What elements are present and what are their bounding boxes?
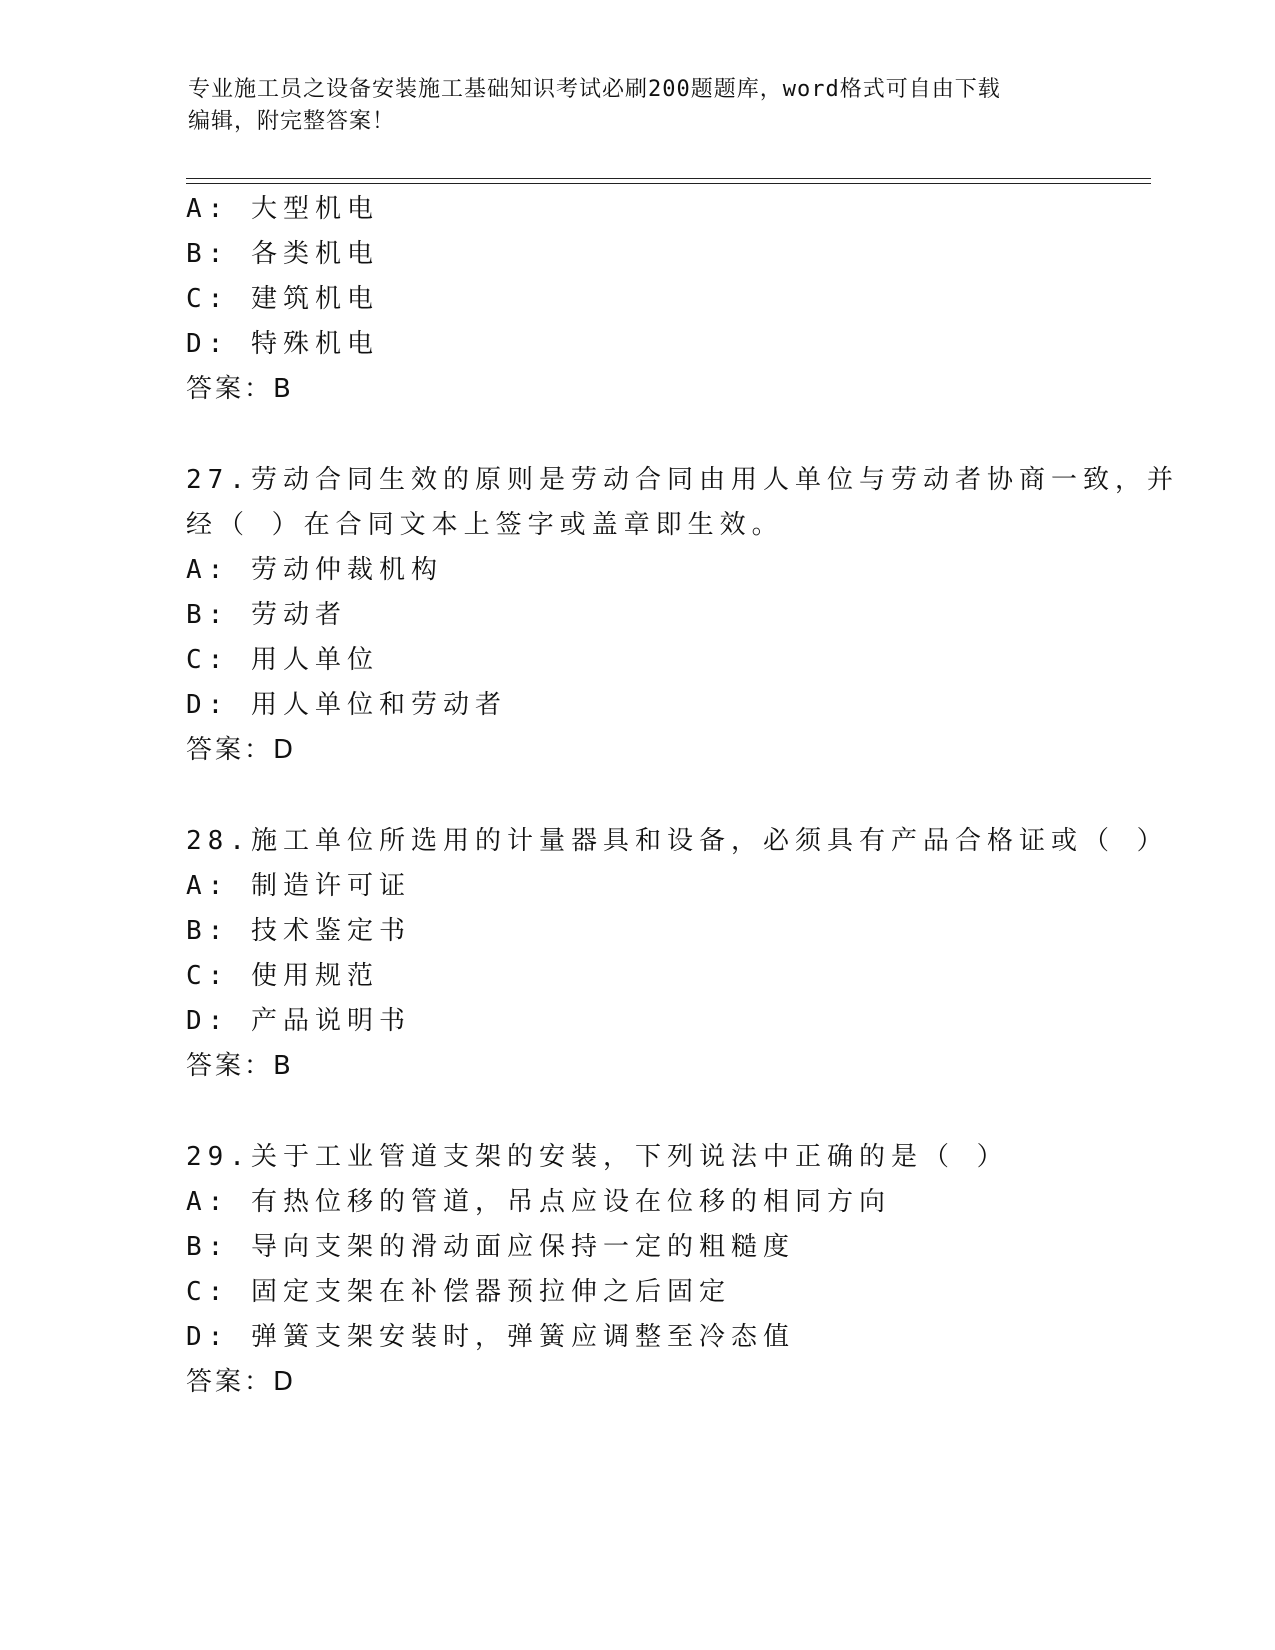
option-key: D: bbox=[186, 1322, 230, 1352]
option-text: 特殊机电 bbox=[250, 329, 379, 359]
option-key: D: bbox=[186, 329, 230, 359]
option-key: A: bbox=[186, 871, 230, 901]
option-key: D: bbox=[186, 690, 230, 720]
q29-option-a bbox=[186, 1186, 891, 1218]
header-divider-bottom bbox=[186, 183, 1151, 184]
q27-option-a bbox=[186, 554, 443, 586]
q29-stem-line-1: 29.关于工业管道支架的安装，下列说法中正确的是（ ） bbox=[186, 1142, 1009, 1172]
option-key: B: bbox=[186, 239, 230, 269]
option-key: D: bbox=[186, 1006, 230, 1036]
q28-stem-line-1: 28.施工单位所选用的计量器具和设备，必须具有产品合格证或（ ） bbox=[186, 826, 1169, 856]
document-header bbox=[188, 74, 1088, 138]
q28-answer: 答案：B bbox=[186, 1051, 294, 1081]
q27-option-b bbox=[186, 599, 347, 631]
option-text: 用人单位和劳动者 bbox=[250, 690, 507, 720]
option-text: 各类机电 bbox=[250, 239, 379, 269]
header-divider-top bbox=[186, 178, 1151, 179]
option-text: 技术鉴定书 bbox=[250, 916, 411, 946]
option-text: 固定支架在补偿器预拉伸之后固定 bbox=[250, 1277, 731, 1307]
option-key: A: bbox=[186, 1187, 230, 1217]
option-text: 劳动仲裁机构 bbox=[250, 555, 443, 585]
option-key: C: bbox=[186, 645, 230, 675]
option-key: B: bbox=[186, 1232, 230, 1262]
q27-option-d bbox=[186, 689, 507, 721]
q29-option-c bbox=[186, 1276, 731, 1308]
option-key: C: bbox=[186, 284, 230, 314]
q29-answer: 答案：D bbox=[186, 1367, 297, 1397]
option-text: 弹簧支架安装时，弹簧应调整至冷态值 bbox=[250, 1322, 795, 1352]
option-text: 产品说明书 bbox=[250, 1006, 411, 1036]
q27-option-c bbox=[186, 644, 379, 676]
option-key: C: bbox=[186, 961, 230, 991]
q26-option-b bbox=[186, 238, 379, 270]
q26-option-c bbox=[186, 283, 379, 315]
option-key: A: bbox=[186, 194, 230, 224]
header-line-2: 编辑，附完整答案！ bbox=[188, 109, 396, 134]
q28-option-a bbox=[186, 870, 411, 902]
option-text: 导向支架的滑动面应保持一定的粗糙度 bbox=[250, 1232, 795, 1262]
q28-option-d bbox=[186, 1005, 411, 1037]
q29-option-d bbox=[186, 1321, 795, 1353]
q26-option-d bbox=[186, 328, 379, 360]
option-text: 制造许可证 bbox=[250, 871, 411, 901]
option-text: 劳动者 bbox=[250, 600, 347, 630]
q27-stem-line-2: 经（ ）在合同文本上签字或盖章即生效。 bbox=[186, 510, 784, 540]
header-line-1: 专业施工员之设备安装施工基础知识考试必刷200题题库，word格式可自由下载 bbox=[188, 77, 1001, 102]
option-key: B: bbox=[186, 600, 230, 630]
option-key: C: bbox=[186, 1277, 230, 1307]
q28-option-b bbox=[186, 915, 411, 947]
q27-stem-line-1: 27.劳动合同生效的原则是劳动合同由用人单位与劳动者协商一致，并 bbox=[186, 465, 1179, 495]
option-key: A: bbox=[186, 555, 230, 585]
q29-option-b bbox=[186, 1231, 795, 1263]
q27-answer: 答案：D bbox=[186, 735, 297, 765]
option-text: 有热位移的管道，吊点应设在位移的相同方向 bbox=[250, 1187, 891, 1217]
q26-option-a bbox=[186, 193, 379, 225]
option-text: 使用规范 bbox=[250, 961, 379, 991]
q26-answer: 答案：B bbox=[186, 374, 294, 404]
option-text: 大型机电 bbox=[250, 194, 379, 224]
option-text: 建筑机电 bbox=[250, 284, 379, 314]
q28-option-c bbox=[186, 960, 379, 992]
option-text: 用人单位 bbox=[250, 645, 379, 675]
option-key: B: bbox=[186, 916, 230, 946]
